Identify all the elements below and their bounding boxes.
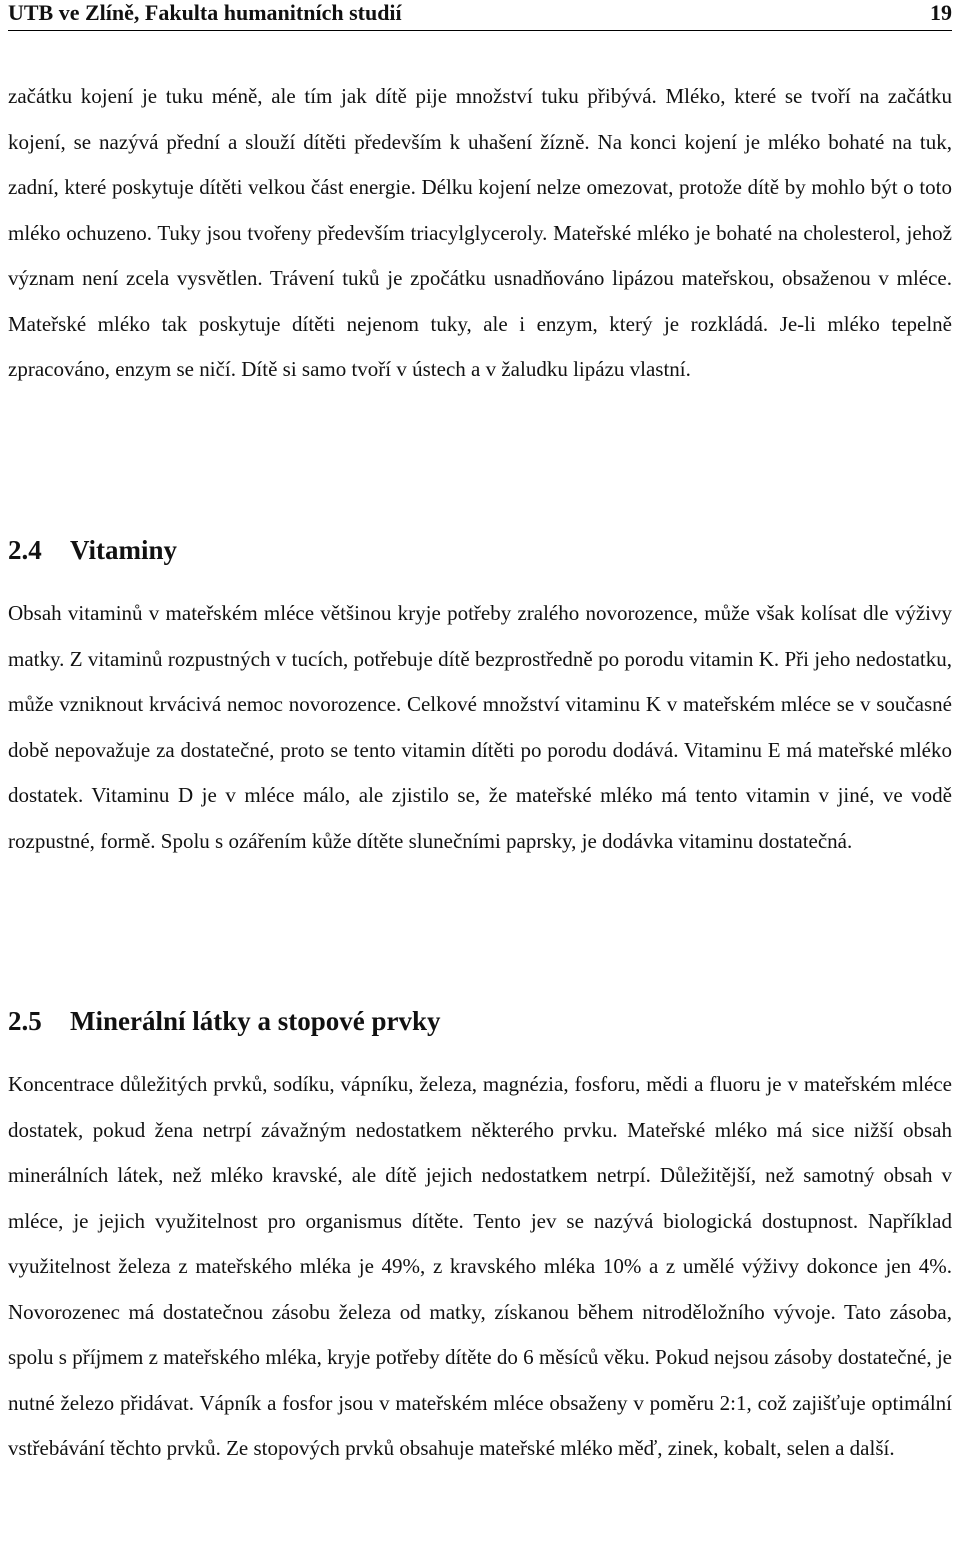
section-title: Vitaminy (70, 535, 177, 565)
paragraph-vitaminy: Obsah vitaminů v mateřském mléce většinou kryje potřeby zralého novorozence, může však kolísat dle výživy matky. Z vitaminů rozpustných v tucích, potřebuje dítě bezprostředně po porodu vitamin K. Při jeho nedostatku, může vzniknout krvácivá nemoc novorozence. Celkové množství vitaminu K v mateřském mléce se v současné době nepovažuje za dostatečné, proto se tento vitamin dítěti po porodu dodává. Vitaminu E má mateřské mléko dostatek. Vitaminu D je v mléce málo, ale zjistilo se, že mateřské mléko má tento vitamin v jiné, ve vodě rozpustné, formě. Spolu s ozářením kůže dítěte slunečními paprsky, je dodávka vitaminu dostatečná. (8, 601, 952, 853)
section-number: 2.4 (8, 535, 42, 565)
paragraph-fats: začátku kojení je tuku méně, ale tím jak dítě pije množství tuku přibývá. Mléko, které se tvoří na začátku kojení, se nazývá přední a slouží dítěti především k uhašení žízně. Na konci kojení je mléko bohaté na tuk, zadní, které poskytuje dítěti velkou část energie. Délku kojení nelze omezovat, protože dítě by mohlo být o toto mléko ochuzeno. Tuky jsou tvořeny především triacylglyceroly. Mateřské mléko je bohaté na cholesterol, jehož význam není zcela vysvětlen. Trávení tuků je zpočátku usnadňováno lipázou mateřskou, obsaženou v mléce. Mateřské mléko tak poskytuje dítěti nejenom tuky, ale i enzym, který je rozkládá. Je-li mléko tepelně zpracováno, enzym se ničí. Dítě si samo tvoří v ústech a v žaludku lipázu vlastní. (8, 84, 952, 381)
header-title: UTB ve Zlíně, Fakulta humanitních studií (8, 0, 402, 25)
page-number: 19 (930, 0, 952, 25)
section-heading-vitaminy (8, 533, 177, 567)
paragraph-mineraly: Koncentrace důležitých prvků, sodíku, vápníku, železa, magnézia, fosforu, mědi a fluoru je v mateřském mléce dostatek, pokud žena netrpí závažným nedostatkem některého prvku. Mateřské mléko má sice nižší obsah minerálních látek, než mléko kravské, ale dítě jejich nedostatkem netrpí. Důležitější, než samotný obsah v mléce, je jejich využitelnost pro organismus dítěte. Tento jev se nazývá biologická dostupnost. Například využitelnost železa z mateřského mléka je 49%, z kravského mléka 10% a z umělé výživy dokonce jen 4%. Novorozenec má dostatečnou zásobu železa od matky, získanou během nitroděložního vývoje. Tato zásoba, spolu s příjmem z mateřského mléka, kryje potřeby dítěte do 6 měsíců věku. Pokud nejsou zásoby dostatečné, je nutné železo přidávat. Vápník a fosfor jsou v mateřském mléce obsaženy v poměru 2:1, což zajišťuje optimální vstřebávání těchto prvků. Ze stopových prvků obsahuje mateřské mléko měď, zinek, kobalt, selen a další. (8, 1072, 952, 1460)
section-heading-mineraly (8, 1004, 441, 1038)
running-header (8, 0, 952, 31)
section-number: 2.5 (8, 1006, 42, 1036)
section-title: Minerální látky a stopové prvky (70, 1006, 441, 1036)
